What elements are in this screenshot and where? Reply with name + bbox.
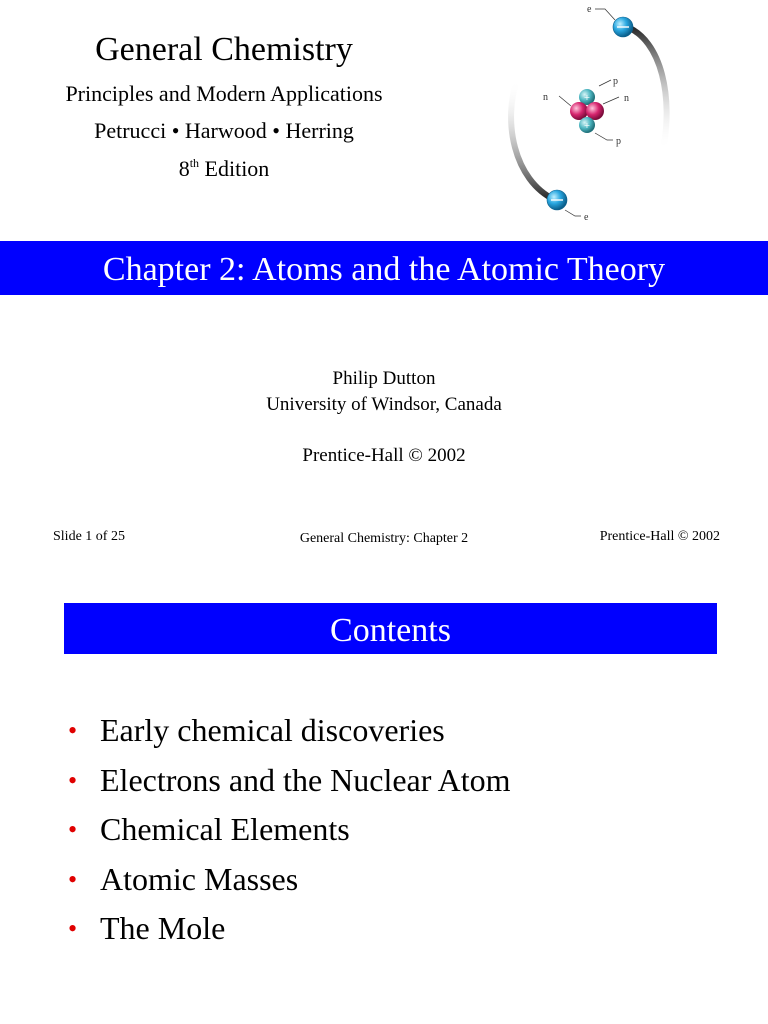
list-item-text: Early chemical discoveries (100, 712, 445, 748)
chapter-title: Chapter 2: Atoms and the Atomic Theory (102, 251, 666, 288)
atom-illustration (495, 0, 685, 230)
footer-course-title: General Chemistry: Chapter 2 (299, 531, 469, 546)
list-item (68, 855, 511, 905)
bullet-icon: • (68, 914, 78, 943)
authors-line: Petrucci • Harwood • Herring (94, 118, 354, 143)
svg-text:+: + (583, 121, 591, 130)
svg-text:+: + (583, 93, 591, 102)
list-item-text: Chemical Elements (100, 811, 350, 847)
presenter-name: Philip Dutton (332, 368, 436, 389)
publisher-copyright: Prentice-Hall © 2002 (302, 445, 466, 466)
edition-suffix: th (189, 156, 200, 170)
chapter-title-bar (0, 241, 768, 295)
list-item-text: The Mole (100, 910, 226, 946)
slide-subtitle: Principles and Modern Applications (65, 81, 383, 106)
list-item-text: Atomic Masses (100, 860, 299, 897)
bullet-icon: • (68, 765, 78, 795)
label-neutron-left: n (543, 92, 548, 103)
orbit-trail-top (625, 26, 667, 150)
bullet-icon: • (68, 815, 78, 844)
bullet-icon: • (68, 716, 78, 745)
list-item (68, 756, 511, 806)
contents-heading-bar (64, 603, 717, 654)
label-proton-top: p (613, 76, 618, 87)
contents-heading: Contents (330, 612, 451, 649)
contents-list (68, 706, 511, 954)
edition-number: 8 (178, 156, 190, 181)
presenter-affiliation: University of Windsor, Canada (266, 394, 502, 415)
edition-word: Edition (204, 156, 270, 181)
list-item (68, 805, 511, 855)
label-electron-bottom: e (584, 212, 589, 223)
orbit-trail-bottom (511, 80, 555, 200)
list-item (68, 706, 511, 756)
label-neutron-right: n (624, 93, 629, 104)
label-electron-top: e (587, 4, 592, 15)
bullet-icon: • (68, 864, 78, 894)
edition-line (0, 155, 448, 183)
slide-number: Slide 1 of 25 (53, 529, 125, 544)
list-item (68, 904, 511, 954)
footer-copyright: Prentice-Hall © 2002 (599, 529, 720, 544)
list-item-text: Electrons and the Nuclear Atom (100, 761, 511, 798)
label-proton-bottom: p (616, 136, 621, 147)
slide-title: General Chemistry (95, 31, 353, 68)
